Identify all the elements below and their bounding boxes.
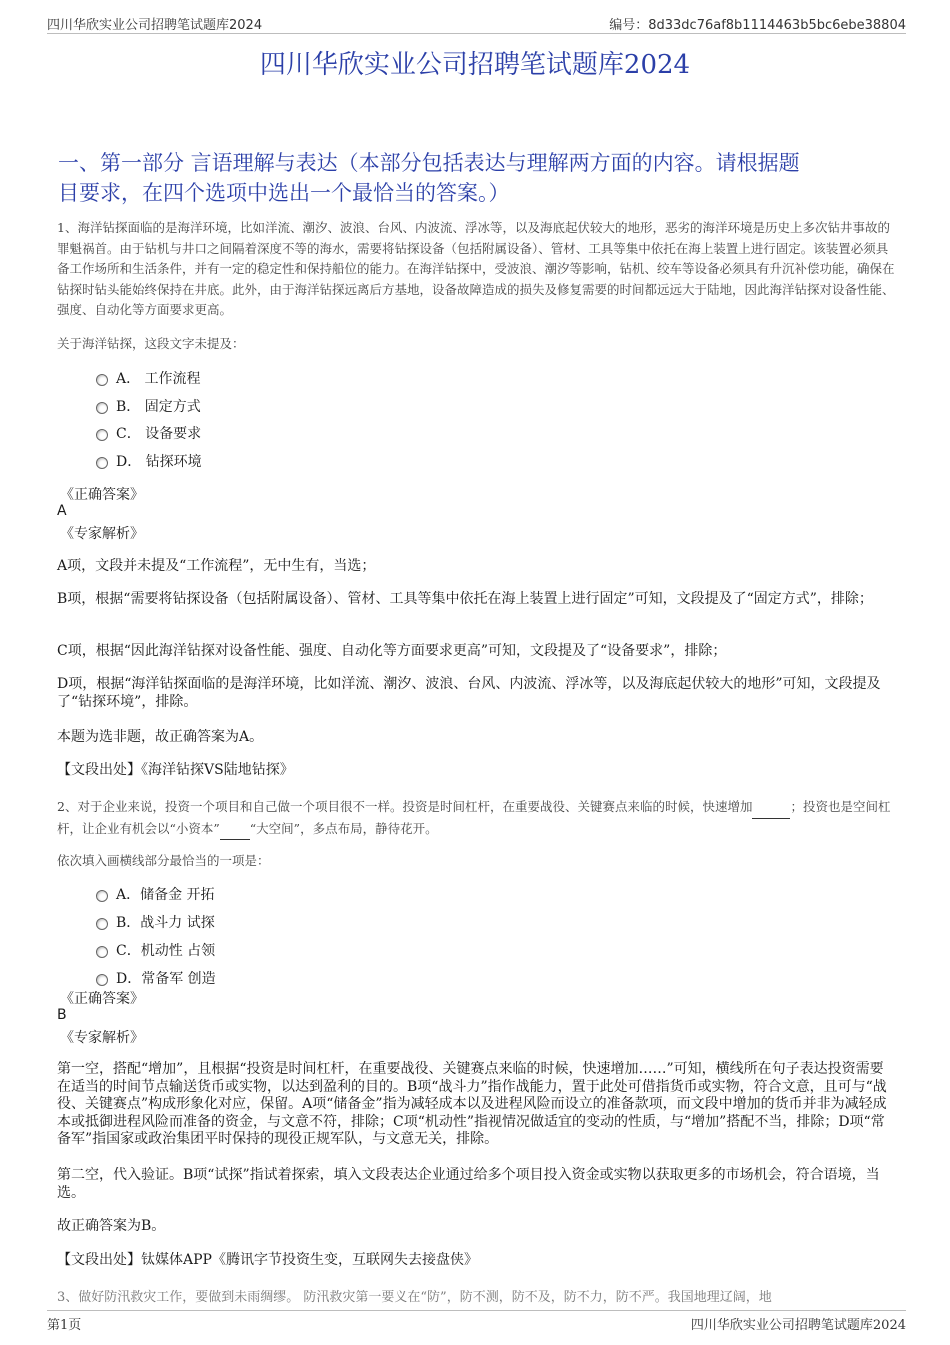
footer-page-number: 第1页 xyxy=(47,1318,82,1333)
footer-divider xyxy=(47,1310,906,1311)
q2-blank-2 xyxy=(220,819,250,841)
header-doc-code xyxy=(609,14,906,33)
q1-conclusion: 本题为选非题，故正确答案为A。 xyxy=(57,729,264,745)
radio-icon[interactable] xyxy=(96,918,108,930)
q2-blank-1 xyxy=(752,797,790,819)
q1-explanation-d: D项，根据“海洋钻探面临的是海洋环境，比如洋流、潮汐、波浪、台风、内波流、浮冰等，以及海底起伏较大的地形”可知，文段提及了“钻探环境”，排除。 xyxy=(57,676,881,710)
header-code-value: 8d33dc76af8b1114463b5bc6ebe38804 xyxy=(648,18,906,33)
q1-option-d[interactable] xyxy=(96,452,202,472)
q1-option-b[interactable] xyxy=(96,397,201,417)
q1-source: 【文段出处】《海洋钻探VS陆地钻探》 xyxy=(57,762,294,778)
q1-text: 1、海洋钻探面临的是海洋环境，比如洋流、潮汐、波浪、台风、内波流、浮冰等，以及海底起伏较大的地形，恶劣的海洋环境是历史上多次钻井事故的罪魁祸首。由于钻机与井口之间隔着深度不等的海水，需要将钻探设备（包括附属设备）、管材、工具等集中依托在海上装置上进行固定。该装置必须具备工作场所和生活条件，并有一定的稳定性和保持船位的能力。在海洋钻探中，受波浪、潮汐等影响，钻机、绞车等设备必须具有升沉补偿功能，确保在钻探时钻头能始终保持在井底。此外，由于海洋钻探远离后方基地，设备故障造成的损失及修复需要的时间都远远大于陆地，因此海洋钻探对设备性能、强度、自动化等方面要求更高。 xyxy=(57,220,895,318)
radio-icon[interactable] xyxy=(96,429,108,441)
q2-text-part-3: “大空间”，多点布局，静待花开。 xyxy=(249,820,438,836)
q1-explanation-a: A项，文段并未提及“工作流程”，无中生有，当选； xyxy=(57,558,376,574)
q2-option-b[interactable] xyxy=(96,913,215,933)
footer-doc-title: 四川华欣实业公司招聘笔试题库2024 xyxy=(690,1318,906,1333)
q1-answer-label: 《正确答案》 xyxy=(60,487,144,503)
radio-icon[interactable] xyxy=(96,374,108,386)
header-code-label: 编号： xyxy=(609,18,649,33)
q2-prompt: 依次填入画横线部分最恰当的一项是： xyxy=(57,853,270,868)
q2-option-c-label: C．机动性 占领 xyxy=(116,943,216,959)
q2-analysis-label: 《专家解析》 xyxy=(60,1030,144,1046)
section-heading-line-1: 一、第一部分 言语理解与表达（本部分包括表达与理解两方面的内容。请根据题 xyxy=(58,151,800,175)
q1-option-a-label: A． 工作流程 xyxy=(116,371,201,387)
q2-option-d[interactable] xyxy=(96,969,216,989)
q2-option-c[interactable] xyxy=(96,941,215,961)
q1-explanation-b: B项，根据“需要将钻探设备（包括附属设备）、管材、工具等集中依托在海上装置上进行固定”可知，文段提及了“固定方式”，排除； xyxy=(57,591,873,607)
section-heading xyxy=(58,148,898,208)
radio-icon[interactable] xyxy=(96,974,108,986)
q1-explanation-c: C项，根据“因此海洋钻探对设备性能、强度、自动化等方面要求更高”可知，文段提及了“设备要求”，排除； xyxy=(57,643,727,659)
section-heading-line-2: 目要求，在四个选项中选出一个最恰当的答案。） xyxy=(58,181,510,205)
radio-icon[interactable] xyxy=(96,946,108,958)
q2-text-part-1: 2、对于企业来说，投资一个项目和自己做一个项目很不一样。投资是时间杠杆，在重要战役、关键赛点来临的时候，快速增加 xyxy=(57,799,753,814)
q2-text xyxy=(57,797,897,840)
q2-conclusion: 故正确答案为B。 xyxy=(57,1218,166,1234)
radio-icon[interactable] xyxy=(96,890,108,902)
q2-option-b-label: B．战斗力 试探 xyxy=(116,915,215,931)
q2-text-part-2: ；投资也是空间杠杆，让企业有机会以“小资本” xyxy=(57,799,891,836)
q3-text-partial: 3、做好防汛救灾工作，要做到未雨绸缪。 防汛救灾第一要义在“防”，防不测，防不及，防不力，防不严。我国地理辽阔，地 xyxy=(57,1290,772,1305)
q1-prompt: 关于海洋钻探，这段文字未提及： xyxy=(57,336,245,351)
page-title: 四川华欣实业公司招聘笔试题库2024 xyxy=(259,50,691,80)
q2-option-a[interactable] xyxy=(96,885,215,905)
q1-answer-value: A xyxy=(57,503,67,519)
q1-analysis-label: 《专家解析》 xyxy=(60,526,144,542)
q2-explanation-blank-1: 第一空，搭配“增加”，且根据“投资是时间杠杆，在重要战役、关键赛点来临的时候，快速增加……”可知，横线所在句子表达投资需要在适当的时间节点输送货币或实物，以达到盈利的目的。B项“战斗力”指作战能力，置于此处可借指货币或实物，符合文意，且可与“战役、关键赛点”构成形象化对应，保留。A项“储备金”指为减轻成本以及进程风险而设立的准备款项，而文段中增加的货币并非为减轻成本或抵御进程风险而准备的资金，与文意不符，排除；C项“机动性”指视情况做适宜的变动的性质，与“增加”搭配不当，排除；D项“常备军”指国家或政治集团平时保持的现役正规军队，与文意无关，排除。 xyxy=(57,1061,887,1147)
q2-explanation-blank-2: 第二空，代入验证。B项“试探”指试着探索，填入文段表达企业通过给多个项目投入资金或实物以获取更多的市场机会，符合语境，当选。 xyxy=(57,1167,880,1201)
radio-icon[interactable] xyxy=(96,402,108,414)
header-doc-title: 四川华欣实业公司招聘笔试题库2024 xyxy=(47,18,263,33)
q2-option-a-label: A．储备金 开拓 xyxy=(116,887,215,903)
q2-answer-value: B xyxy=(57,1007,67,1023)
radio-icon[interactable] xyxy=(96,457,108,469)
q1-option-b-label: B． 固定方式 xyxy=(116,399,201,415)
q1-option-c-label: C． 设备要求 xyxy=(116,426,202,442)
q2-answer-label: 《正确答案》 xyxy=(60,991,144,1007)
q2-source: 【文段出处】钛媒体APP《腾讯字节投资生变，互联网失去接盘侠》 xyxy=(57,1252,478,1268)
header-divider xyxy=(47,33,906,34)
q2-option-d-label: D．常备军 创造 xyxy=(116,971,216,987)
q1-option-a[interactable] xyxy=(96,369,201,389)
q1-option-c[interactable] xyxy=(96,424,201,444)
q1-option-d-label: D． 钻探环境 xyxy=(116,454,202,470)
